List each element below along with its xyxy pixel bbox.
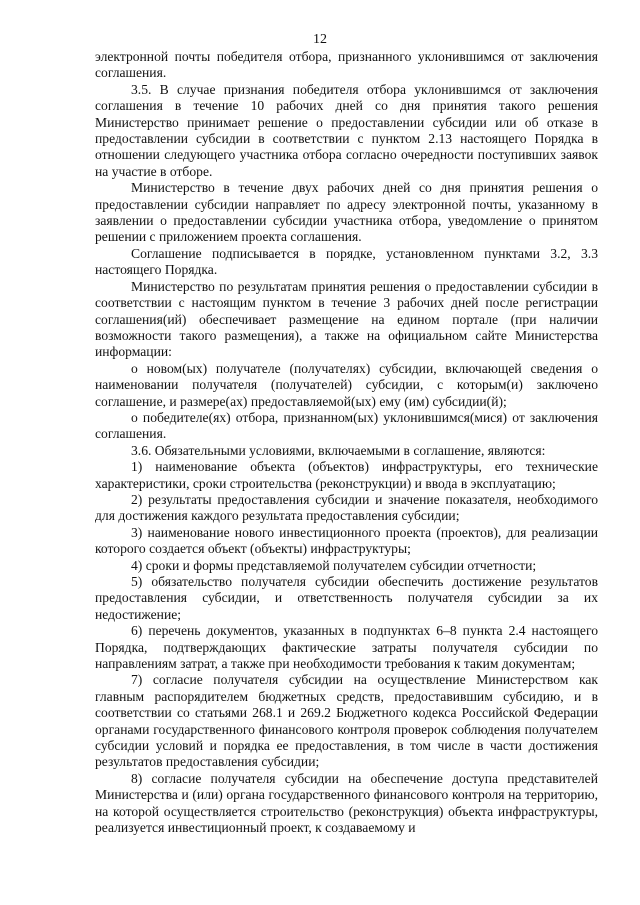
paragraph: Министерство по результатам принятия решения о предоставлении субсидии в соответствии с настоящим пунктом в течение 3 рабочих дней после регистрации соглашения(ий) обеспечивает размещение на едином портале (при наличии возможности такого размещения), а также на официальном сайте Министерства информации: (95, 278, 598, 360)
paragraph: 5) обязательство получателя субсидии обеспечить достижение результатов предоставления субсидии, и ответственность получателя субсидии за их недостижение; (95, 574, 598, 622)
paragraph: 3.5. В случае признания победителя отбора уклонившимся от заключения соглашения в течение 10 рабочих дней со дня принятия такого решения Министерство принимает решение о предоставлении субсидии или об отказе в предоставлении субсидии в соответствии с пунктом 2.13 настоящего Порядка в отношении следующего участника отбора согласно очередности поступивших заявок на участие в отборе. (95, 81, 598, 179)
page-number: 12 (313, 32, 327, 47)
paragraph: Министерство в течение двух рабочих дней со дня принятия решения о предоставлении субсидии направляет по адресу электронной почты, указанному в заявлении о предоставлении субсидии участника отбора, уведомление о принятом решении с приложением проекта соглашения. (95, 180, 598, 245)
paragraph: 3.6. Обязательными условиями, включаемыми в соглашение, являются: (131, 442, 546, 458)
paragraph: 2) результаты предоставления субсидии и значение показателя, необходимого для достижения каждого результата предоставления субсидии; (95, 491, 598, 524)
document-body (95, 49, 598, 837)
paragraph: 1) наименование объекта (объектов) инфраструктуры, его технические характеристики, сроки строительства (реконструкции) и ввода в эксплуатацию; (95, 459, 598, 491)
paragraph: электронной почты победителя отбора, признанного уклонившимся от заключения соглашения. (95, 49, 598, 81)
paragraph: 8) согласие получателя субсидии на обеспечение доступа представителей Министерства и (или) органа государственного финансового контроля на территорию, на которой осуществляется строительство (реконструкция) объекта инфраструктуры, реализуется инвестиционный проект, к создаваемому и (95, 770, 598, 836)
paragraph: 7) согласие получателя субсидии на осуществление Министерством как главным распорядителем бюджетных средств, предоставившим субсидию, и в соответствии со статьями 268.1 и 269.2 Бюджетного кодекса Российской Федерации органами государственного финансового контроля проверок соблюдения получателем субсидии условий и порядка ее предоставления, в том числе в части достижения результатов предоставления субсидии; (95, 672, 598, 770)
paragraph: о победителе(ях) отбора, признанном(ых) уклонившимся(мися) от заключения соглашения. (95, 409, 598, 442)
paragraph: о новом(ых) получателе (получателях) субсидии, включающей сведения о наименовании получателя (получателей) субсидии, с которым(и) заключено соглашение, и размере(ах) предоставляемой(ых) ему (им) субсидии(й); (95, 360, 598, 409)
paragraph: 6) перечень документов, указанных в подпунктах 6–8 пункта 2.4 настоящего Порядка, подтверждающих фактические затраты получателя субсидии по направлениям затрат, а также при необходимости требования к таким документам; (95, 623, 598, 672)
paragraph: Соглашение подписывается в порядке, установленном пунктами 3.2, 3.3 настоящего Порядка. (95, 245, 598, 278)
paragraph: 4) сроки и формы представляемой получателем субсидии отчетности; (131, 557, 537, 573)
paragraph: 3) наименование нового инвестиционного проекта (проектов), для реализации которого создается объект (объекты) инфраструктуры; (95, 524, 598, 557)
